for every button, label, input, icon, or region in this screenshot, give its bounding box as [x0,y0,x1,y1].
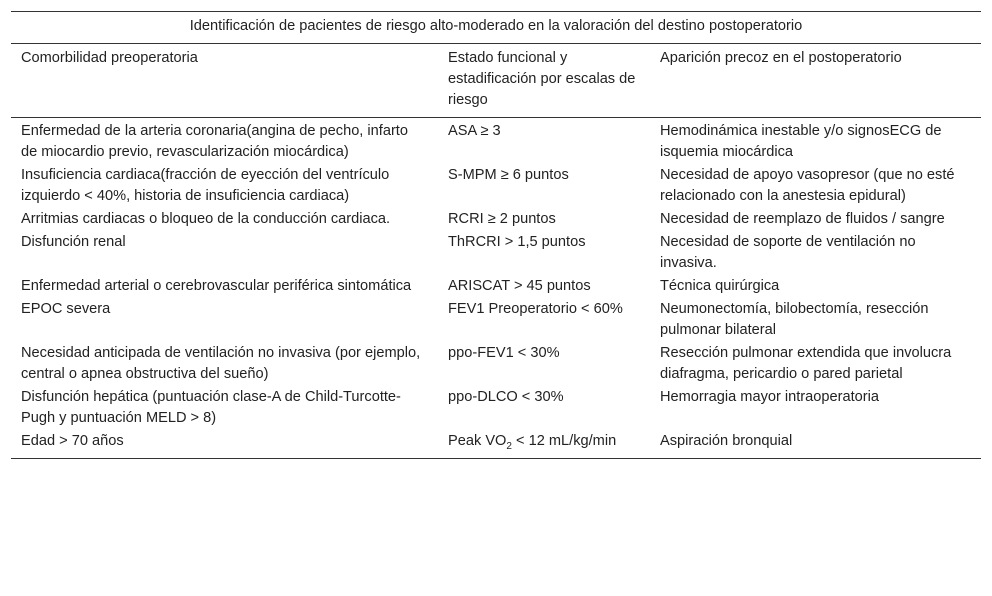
table-row [11,386,981,430]
cell-comorbidity: Arritmias cardiacas o bloqueo de la conducción cardiaca. [21,211,391,227]
cell-comorbidity: Enfermedad arterial o cerebrovascular periférica sintomática [21,278,412,294]
cell-comorbidity: Insuficiencia cardiaca(fracción de eyección del ventrículo izquierdo < 40%, historia de insuficiencia cardiaca) [21,167,390,204]
table-title: Identificación de pacientes de riesgo alto-moderado en la valoración del destino postoperatorio [11,12,981,44]
cell-postop: Necesidad de reemplazo de fluidos / sangre [660,211,945,227]
cell-comorbidity: Disfunción hepática (puntuación clase-A de Child-Turcotte-Pugh y puntuación MELD > 8) [21,389,401,426]
cell-postop: Hemodinámica inestable y/o signosECG de isquemia miocárdica [660,123,942,160]
cell-postop: Necesidad de soporte de ventilación no invasiva. [660,234,916,271]
table-row [11,118,981,165]
cell-comorbidity: Edad > 70 años [11,430,438,459]
cell-functional-status: S-MPM ≥ 6 puntos [448,167,569,183]
cell-functional-status: FEV1 Preoperatorio < 60% [448,301,623,317]
cell-postop: Necesidad de apoyo vasopresor (que no esté relacionado con la anestesia epidural) [660,167,955,204]
peak-vo2-suffix: < 12 mL/kg/min [511,433,617,449]
cell-postop: Neumonectomía, bilobectomía, resección pulmonar bilateral [660,301,929,338]
cell-postop: Técnica quirúrgica [660,278,780,294]
cell-postop: Aspiración bronquial [650,430,981,459]
column-header-comorbidity: Comorbilidad preoperatoria [11,44,438,118]
column-header-functional-status: Estado funcional y estadificación por escalas de riesgo [438,44,650,118]
cell-functional-status: RCRI ≥ 2 puntos [448,211,556,227]
table-row [11,430,981,459]
cell-functional-status: ThRCRI > 1,5 puntos [448,234,586,250]
cell-functional-status: ppo-DLCO < 30% [448,389,564,405]
peak-vo2-prefix: Peak VO [448,433,507,449]
risk-table-container [11,11,981,459]
cell-functional-status [438,430,650,459]
cell-functional-status: ARISCAT > 45 puntos [448,278,591,294]
cell-functional-status: ppo-FEV1 < 30% [448,345,560,361]
cell-comorbidity: EPOC severa [21,301,111,317]
table-row [11,275,981,298]
table-row [11,164,981,208]
table-row [11,208,981,231]
peak-vo2-subscript: 2 [506,440,512,452]
cell-comorbidity: Disfunción renal [21,234,126,250]
cell-postop: Resección pulmonar extendida que involucra diafragma, pericardio o pared parietal [660,345,952,382]
table-header-row [11,44,981,118]
cell-functional-status: ASA ≥ 3 [448,123,501,139]
cell-comorbidity: Enfermedad de la arteria coronaria(angina de pecho, infarto de miocardio previo, revascularización miocárdica) [21,123,408,160]
cell-postop: Hemorragia mayor intraoperatoria [660,389,879,405]
table-row [11,231,981,275]
table-row [11,298,981,342]
cell-comorbidity: Necesidad anticipada de ventilación no invasiva (por ejemplo, central o apnea obstructiva del sueño) [21,345,421,382]
risk-table [11,11,981,459]
column-header-postop: Aparición precoz en el postoperatorio [650,44,981,118]
table-row [11,342,981,386]
